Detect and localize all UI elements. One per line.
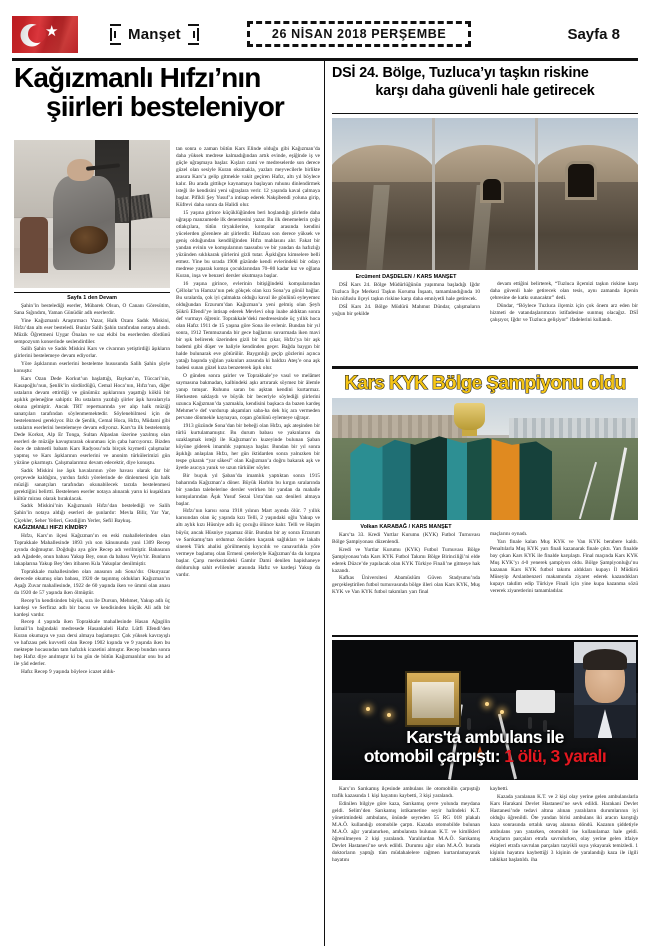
paragraph: Hıfzı’nın karısı sona 1918 yılının Mart ayında ölür. 7 yıllık karısından olan üç yaşında kızı Telli, 2 yaşındaki oğlu Yakup ve altı aylık kızı Hüsniye adlı üç çocuğu ölünce kalır. Telli ve Haşim büyür, ancak Hüsniye yaşamaz ölür. Bundan bir ay sonra Erzurum ve Sarıkamış’tan ordumuz öncüden kaçarak sağlıkları ve lakabı sinerek Türk ahalisi görülmemiş kıyıcılık ve canavarlıkla yöre vermeye başlamış olan Ermeni çeteleriyle Kağızman’da da kırgına başlar. Çarşı merkezindeki Gamlır Dami denilen hapishaneye doldurulup sahit evlilenler arasında Hafız ve kardeşi Yakup da vardır.	[176, 508, 320, 578]
photo-rule	[14, 292, 170, 293]
paragraph: Sadık Miskini ise âşık havalarının yöre havası olarak dar bir çerçevede kaldığını, yurdun farklı yörelerinde de dinlenmesi için halk müziği sanatçıları tarafından okunabilecek tarzda bestelenmesi gerektiğini belirtti. Bestelenen eserler notaya alınarak yarın ki kuşaklara kültür mirası olarak bırakılacak.	[14, 467, 170, 502]
turkish-flag-icon	[12, 16, 78, 53]
dsi-headline	[332, 64, 638, 101]
crash-column-1	[332, 786, 480, 865]
photo-dsi-construction	[332, 118, 638, 270]
paragraph: maçlarını oynadı.	[490, 531, 528, 537]
left-column-1	[14, 295, 170, 677]
paragraph: Recep 4 yaşında iken Toprakkale mahallesinde Hasan Ağagilin İsmail’in bağındaki medresede Hasankaleli Hafız Lütfi Efendi’den Kuran okumaya ve yazı dersi almaya başlamıştır. Çok yüksek kavrayışlı ve hafızası pek kuvvetli olan Recep 1902 kışında ve 9 yaşında iken bu mektepte hocasından tam hafızlık icazetini almıştır. Recep bundan sonra hep Hafız diye anılmıştır ki bu gün de bütün Kağızmanlılar onu bu ad ile yâd ederler.	[14, 619, 170, 668]
paragraph: Yöre âşıklarının eserlerini besteleme hususunda Salih Şahin şöyle konuştu:	[14, 360, 170, 375]
column-divider	[324, 60, 325, 946]
paragraph: DSİ Kars 24. Bölge Müdürü Mahmut Dündar, çalışmaların yoğun bir şekilde	[332, 303, 480, 317]
paragraph: Recep’in kendisinden büyük, sıra ile Dursun, Mehmet, Yakup adlı üç kardeşi ve Serfiraz adlı bir bacısı ve kendisinden küçük Ali adlı bir kardeşi vardır.	[14, 597, 170, 618]
photo-dsi-3	[538, 118, 638, 270]
photo-dsi-1	[332, 118, 432, 270]
paragraph: Hıfzı, Kars’ın ilçesi Kağızman’ın en eski mahallelerinden olan Toprakkale Mahallesinde 1893 yılı son kânununda yani 1309 Recep ayında doğmuştur. Doğduğu aya göre Recep adı verilmiştir. Babasının adı Ağadede, onun babası Yakup Bey, onun da babası Veyis’tir. Bunların lakaplarına Yakup Bey’den itibaren Kıla Yakuplar denilmiştir.	[14, 533, 170, 568]
paragraph: Kafkas Üniversitesi Abamüslüm Güven Stadyumu’nda gerçekleştirilen futbol turnuvasında bölge illeri olan Kars KYK, Muş KYK ve Van KYK futbol takımları yarı final	[332, 575, 480, 596]
paragraph: Salih Şahin ve Sadık Miskini Kars ve civarının yetiştirdiği âşıkların şiirlerini bestelemeye devam ediyorlar.	[14, 346, 170, 360]
crash-section-rule	[332, 635, 638, 637]
dsi-headline-line1: DSİ 24. Bölge, Tuzluca’yı taşkın riskine	[332, 65, 589, 81]
paragraph: Kars Ozan Dede Korkut’un başlattığı, Baykan’ın, Tüccari’nin, Kasapoğlu’nun, Şenlik’in sürdürdüğü, Cemal Hoca’nın, Hıfzı’nın, diğer ustaların devam ettirdiği ve günümüz aşıklarının yaşattığı köklü bir aşıklık geleneğine sahiptir. Bu ustaların yazdığı şiirler âşık havalarıyla okuna gelmiştir. Ancak TRT repertuarında yer alıp halk müziği sanatçıları tarafından söylenmemektedir. Söylenebilmesi için de bestelenmesi gerekiyor. Biz de Şenlik, Cemal Hoca, Hıfzı, Müdami gibi ustaların eserlerini bestelemeye devam ediyoruz. Kars’ta ilk bestelenmiş Dede Korkut, Alp Er Tonga, Sultan Alpaslan üzerine yazılmış olan eserleri de müziğe kavuşturarak okunması için çaba harcıyoruz. Bizden önce de rahmetli babam Kars Radyosu’nda birçok kıymetli çalışmalar yapmış ve Kars âşıklarının eserlerini ve anonim türkülerimizi gün yüzüne çıkarmıştı. Çalışmalarımız devam edecektir, diye konuştu.	[14, 375, 170, 467]
bracket-left-icon	[110, 24, 121, 45]
dsi-byline: Ercüment DAŞDELEN / KARS MANŞET	[355, 274, 457, 280]
paragraph: kaybetti.	[490, 786, 509, 792]
paragraph: Hafız Recep 9 yaşında böylece icazet aldık-	[21, 669, 116, 676]
paragraph: Yarı finale kalan Muş KYK ve Van KYK berabere kaldı. Penaltılarla Muş KYK yarı finali kazanarak finale çıktı. Yarı finalde bay çıkan Kars KYK ile finalde karşılaştı. Final maçında Kars KYK Muş KYK’yı 4-0 yenerek şampiyon oldu. Bölge Şampiyonluğu’nu kazanan Kars KYK futbol takımı aldıkları kupayı İl Müdürü Müseyip Arslanbenzeri makamında ziyaret ederek kazandıkları kupayı takdim edip Türkiye Finali için yine kupa kazanma sözü vererek ziyaretlerini tamamladılar.	[490, 538, 638, 594]
photo-portrait-victim	[574, 642, 636, 738]
crash-headline	[332, 728, 638, 766]
paragraph: Sadık Miskini’nin Kağızmanlı Hıfzı’dan bestelediği ve Salih Şahin’in notaya aldığı eserleri de şunlardır: Mevla Bilir, Yar Yar, Çiçekler, Seher Yelleri, Gezdiğim Yerler, Sefil Baykuş.	[14, 503, 170, 524]
paragraph: Dündar, “Böylece Tuzluca ilçemiz için çok önem arz eden bir hizmeti de vatandaşlarımızın istifadesine sunmuş olacağız. DSİ çalışıyor, Iğdır ve Tuzluca gelişiyor” ifadelerini kullandı.	[490, 302, 638, 323]
issue-date: 26 NİSAN 2018 PERŞEMBE	[247, 21, 471, 47]
paragraph: DSİ Kars 24. Bölge Müdürlüğünün yapımına başladığı Iğdır Tuzluca İlçe Merkezi Taşkın Koruma İnşaatı, tamamlandığında 10 bin nüfuslu ilçeyi taşkın riskine karşı daha emniyetli hale getirecek.	[332, 282, 480, 303]
photo-saz-player	[14, 140, 170, 288]
paragraph: Edinilen bilgiye göre kaza, Sarıkamış çevre yolunda meydana geldi. Selim’den Sarıkamış istikametine seyir halindeki K.T. yönetimindeki ambulans, önünde seyreden 55 RG 018 plakalı M.A.Ö. kullandığı otomobile çarptı. Kazada otomobilde bulunan M.A.Ö. ağır yaralanırken, ambulansta bulunan K.T. ve kimlikleri öğrenilmeyen 2 kişi yaralandı. Yaralılardan M.A.Ö. Sarıkamış Devlet Hastanesi’ne sevk edildi. Durumu ağır olan M.A.Ö. burada doktorların yaptığı tüm müdahalelere rağmen kurtarılamayarak hayatını	[332, 800, 480, 863]
crash-headline-line1: Kars'ta ambulans ile	[406, 727, 564, 747]
brand-name: Manşet	[128, 25, 181, 43]
paragraph: devam ettiğini belirterek, “Tuzluca ilçemizi taşkın riskine karşı daha güvenli hale getirecek olan tesis, aynı zamanda ilçenin çehresine de katkı sunacaktır” dedi.	[490, 281, 638, 302]
page-number: Sayfa 8	[567, 25, 620, 43]
section-subhead: KAĞIZMANLI HIFZI KİMDİR?	[14, 525, 88, 532]
kyk-banner-headline: Kars KYK Bölge Şampiyonu oldu	[344, 373, 626, 394]
paragraph: Kars’ta 33. Kredi Yurtlar Kurumu (KYK) Futbol Turnuvası Bölge Şampiyonası düzenlendi.	[332, 532, 480, 546]
dsi-column-2	[490, 281, 638, 324]
brand-plate	[112, 24, 197, 45]
continued-label: Sayfa 1 den Devam	[67, 295, 117, 301]
paragraph: Kazada yaralanan K.T. ve 2 kişi olay yerine gelen ambulanslarla Kars Harakani Devlet Hastanesi’ne sevk edildi. Harakani Devlet Hastanesi’nde tedavi altına alınan yaralıların durumlarının iyi olduğu öğrenildi. Öte yandan birisi ambulans iki aracın karıştığı kaza sonrasında ortalık savaş alanına döndü. Kazanın şiddetiyle ambulans yan yatarken, otomobil ise kullanılamaz hale geldi. Araçların parçaları etrafa savrulurken, olay yerine gelen itfaiye ekipleri etrafa savrulan parçaları tazyikli suya yıkayarak temizledi. 1 kişinin hayatını kaybettiği 3 kişinin de yaralandığı kaza ile ilgili tahkikat başlatıldı. iha	[490, 793, 638, 863]
paragraph: tan sonra o zaman bütün Kars Elinde olduğu gibi Kağızman’da daha yüksek medrese kalmadığından artık evinde, eşiğinde iş ve güçle uğraşmaya başlar. Kışları cami ve medreselerde son derece güzel olan sesiyle Kuran okumakla, yazları meyvecilerle birlikte arasıra Kars’a gelip gitmekle vakit geçiren Hafız, altı yıl böylece kalır. Bu arada gittikçe kaynamaya başlayan ruhunu dinlendirmek isteği ile kendisini yeni uğraşlara verir. 12 yaşında kaval çalmaya başlar. Pifikli Şey Yusuf’a intisap ederek Nakşibendi yoluna girip, Küfrevi daha sonra da Halidi olur.	[176, 146, 320, 209]
dsi-headline-line2: karşı daha güvenli hale getirecek	[375, 83, 595, 100]
paragraph: 1913 güzünde Sona’dan bir bebeği olan Hıfzı, aşk ateşinden bir türlü kurtulamamıştır. Bu durum babası ve yakınlarını da uzaklaşmak isteği ile Kağızman’ın kuzeyinde bulunan Şaban köyüne giderek imamlık yapmaya başlar. Bundan bir yıl sonra âşıklığı anlaşılan Hıfzı, her gün iktidarden sonra yalnızken bir tespe çıkarak “yar sâkesi” olan Kağızman’a doğru bakarak aşk ve âyetle asıcıya yanık ve uzun türküler söyler.	[176, 422, 320, 472]
main-headline-line2: şiirleri besteleniyor	[46, 90, 284, 122]
paragraph: Toprakkale mahallesinden olan anasının adı Sona’dır. Okuryazar derecede okumuş olan babası, 1920 de taşınmış oldukları Kağızman’ın Aşağı Zuvar mahallesinde, 1922 de 60 yaşında iken ve ümmi olan anası da 1920 de 57 yaşında iken ölmüştür.	[14, 568, 170, 597]
paragraph: Kredi ve Yurtlar Kurumu (KYK) Futbol Turnuvası Bölge Şampiyonası’nda Kars KYK Futbol Takımı Bölge Birinciliği’ni elde ederek Düzce’de yapılacak olan KYK Türkiye Finali’ne gitmeye hak kazandı.	[332, 546, 480, 574]
kyk-section-rule	[332, 366, 638, 369]
kyk-column-1	[332, 524, 480, 597]
dsi-headline-rule	[332, 113, 638, 114]
crash-headline-line2	[332, 747, 638, 766]
photo-dsi-2	[435, 118, 535, 270]
paragraph: 16 yaşına girince, evlerinin bitişiğindeki komşularından Çéllolar’ın Hamza’nın pek gökçek olan kızı Sona’ya gönül bağlar. Bu sıralarda, çok iyi çalmakta olduğu kaval ile gönlünü eyleyemez olduğundan Erzurum’dan Kağızman’a yeni gelmiş olan Şeyh Şükrü Efendi’ye intisap ederek Mevlevi olup inabe aldıktan sonra def vurmayı öğrenir. Toprakkale’deki medresesinde üç yıllık hoca olan Hafız 1911 de 15 yaşına göre Sona ile evlenir. Bundan bir yıl sonra, 1912 Temmuzunda bir gece bağlarını suvarmada iken mavi bir ışık belirerek üzerinden gizli bir hız çıkar, Hıfzı’ya bir aşk bademi gibi düşer ve haliyle kendinden geçer. Bağda baygın bir halde bulunarak eve götürülür. Baygınlığı geçip gözlerini açınca yatağı başında yığılan yakınları arasında ki baldızı Ateş’e ona aşk badesi sunan güzel kıza benzeterek âşık olur.	[176, 280, 320, 372]
main-headline-line1: Kağızmanlı Hıfzı’nın	[14, 62, 261, 93]
left-column-2	[176, 146, 320, 579]
crash-headline-line2-white: otomobil çarpıştı:	[363, 745, 505, 766]
paragraph: 15 yaşına girince küçüklüğünden beri hoşlandığı şiirlerle daha uğraşıp manzumede ilk denemesini yazar. Bu ilk denemelerin çoğu otlakçılara, tütün tiryakilerine, komşular arasında kendini yücelerden görenlere ait şiirlerdir. Hafızası son derece yüksek ve geniş olduğundan kendiliğinden Hıfzı mahlasını alır. Fakat bir yandan evinin ve komşularının taassubu ve bir yandan da hafızlığı yüzünden sıklıkarak şiirlerini gizli tutar. Âşıklığını kimselere belli etmez. Yine bu sırada 1908 güzünde kendi evlerindeki bir odayı medrese yaparak komşu çocuklarından 70–80 kadar kız ve oğlana Kuran, inşa ve benzeri dersler okutmaya başlar.	[176, 209, 320, 280]
paragraph: Kars’ın Sarıkamış ilçesinde ambulans ile otomobilin çarpıştığı trafik kazasında 1 kişi hayatını kaybetti, 3 kişi yaralandı.	[332, 786, 480, 800]
dsi-column-1	[332, 274, 480, 318]
paragraph: Bir buçuk yıl Şaban’da imamlık yaptıktan sonra 1915 baharında Kağızman’a döner. Büyük Harbin bu kırgın sıralarında bir yandan talebelerine dersler verirken bir yandan da mahalle komşularından Âşık Yusuf Sezai Usta’dan saz denileri almaya başlar.	[176, 472, 320, 507]
kyk-byline: Volkan KARABAĞ / KARS MANŞET	[360, 524, 452, 530]
kyk-column-2	[490, 531, 638, 595]
masthead-rule	[12, 58, 638, 61]
paragraph: Yine Kağızmanlı Araştırmacı Yazar, Halk Ozanı Sadık Miskini, Hıfzı’dan altı eser besteledi. Bunlar Salih Şahin tarafından notaya alındı. Müzik Öğretmeni Uygar Önalan ve saz ekibi bu eserlerden dördünü sempozyum konserinde seslendirdiler.	[14, 317, 170, 345]
main-headline	[14, 64, 316, 122]
bracket-right-icon	[188, 24, 199, 45]
crash-column-2	[490, 786, 638, 865]
photo-kyk-team-trophy	[332, 398, 638, 520]
page-number-plate	[549, 24, 638, 45]
masthead	[12, 14, 638, 54]
crash-headline-casualties: 1 ölü, 3 yaralı	[504, 745, 607, 766]
paragraph: Şahin’in bestelediği eserler, Mübarek Olsun, O Cananı Göresütim, Sana Sığındım, Yaman Günüdür adlı eserlerdir.	[14, 303, 170, 317]
paragraph: O günden sonra şairler ve Toprakkale’ye vasıl ve melâmet saymasına bakmadan, kalbindeki aşkı artırarak söymez bir âlemle yanıp tutuşur. Ruhunu saran bu aşktan kendini kurtarmaz. Herkesten saklaydı ve büyük bir beceriyle söylediği şiirlerini uzunca Kağızman’da yazmakla, kendisini başkaca da bazen kardeş Mehmet’e def vurdurup akşamları saba-ha dek hiç ara vermeden pervane dönmekle kaynayan, coşan gönlünü eylemeye uğraşır.	[176, 373, 320, 422]
